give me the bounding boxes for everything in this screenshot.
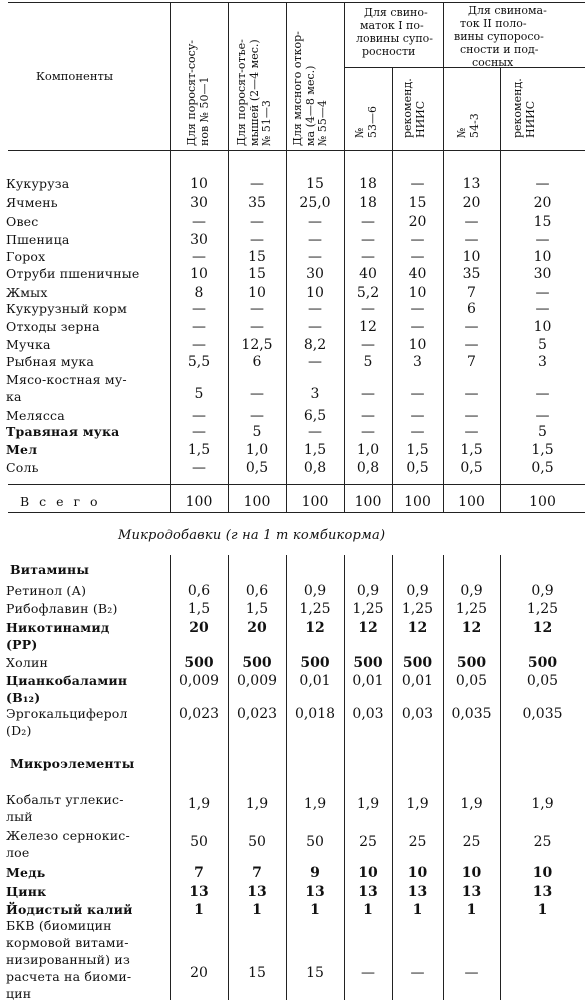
header-group1-line: Для свино- (364, 6, 428, 19)
vitamin-row-2-col4: 1,25 (352, 601, 384, 617)
header-g2-rec: рекоменд. НИИС (511, 78, 537, 138)
element-row-1-col5: 1,9 (406, 796, 429, 812)
element-row-2-col3: 50 (306, 834, 324, 850)
component-row-2-label: Ячмень (6, 195, 58, 210)
element-row-1-col2: 1,9 (245, 796, 269, 812)
component-row-10-col7: 5 (538, 337, 547, 353)
element-row-5-col1: 1 (194, 902, 204, 918)
total-bottom-rule (8, 512, 585, 513)
element-row-3-col1: 7 (194, 865, 204, 881)
element-row-3-label: Медь (6, 865, 46, 880)
element-row-2-label: Железо сернокис- (6, 828, 130, 843)
element-row-1-col7: 1,9 (531, 796, 554, 812)
element-row-6-col6: — (464, 965, 479, 981)
component-row-3-col7: 15 (533, 214, 552, 230)
vitamin-row-1-col5: 0,9 (406, 583, 429, 599)
vitamin-row-3-label: (PP) (6, 637, 38, 652)
component-row-14-col6: — (464, 424, 479, 440)
micro-title: Микродобавки (г на 1 т комбикорма) (118, 528, 386, 543)
header-group2-line: сности и под- (460, 43, 539, 56)
component-row-10-label: Мучка (6, 337, 51, 352)
column-divider (228, 555, 229, 1000)
component-row-12-col6: — (464, 386, 479, 402)
element-row-2-label: лое (6, 845, 30, 860)
total-row-col5: 100 (404, 494, 431, 510)
vitamin-row-2-col1: 1,5 (187, 601, 211, 617)
component-row-4-col6: — (464, 232, 479, 248)
component-row-2-col7: 20 (533, 195, 552, 211)
column-divider (286, 2, 287, 150)
component-row-7-col7: — (535, 285, 550, 301)
vitamins-title: Витамины (10, 562, 90, 577)
component-row-10-col6: — (464, 337, 479, 353)
header-components: Компоненты (36, 69, 114, 83)
component-row-4-col5: — (410, 232, 425, 248)
element-row-4-col1: 13 (189, 884, 209, 900)
total-row-col1: 100 (185, 494, 213, 510)
component-row-13-col7: — (535, 408, 550, 424)
vitamin-row-4-col7: 500 (527, 655, 558, 671)
component-row-13-col1: — (192, 408, 206, 424)
component-row-12-col1: 5 (194, 386, 204, 402)
element-row-6-label: цин (6, 986, 32, 1001)
vitamin-row-4-label: Холин (6, 655, 49, 670)
element-row-4-col3: 13 (305, 884, 325, 900)
component-row-16-col1: — (192, 460, 206, 476)
component-row-3-col2: — (250, 214, 264, 230)
header-group2-line: сосных (472, 56, 514, 69)
element-row-4-label: Цинк (6, 884, 47, 899)
vitamin-row-6-col4: 0,03 (352, 706, 384, 722)
vitamin-row-2-col5: 1,25 (401, 601, 434, 617)
column-divider (344, 555, 345, 1000)
element-row-1-col3: 1,9 (303, 796, 327, 812)
component-row-12-col3: 3 (310, 386, 320, 402)
vitamin-row-1-label: Ретинол (А) (6, 583, 87, 598)
component-row-15-col3: 1,5 (303, 442, 327, 458)
vitamin-row-3-col7: 12 (532, 620, 553, 636)
vitamin-row-6-col2: 0,023 (236, 706, 278, 722)
element-row-2-col7: 25 (533, 834, 552, 850)
vitamin-row-5-col5: 0,01 (401, 673, 434, 689)
component-row-5-col2: 15 (248, 249, 266, 265)
element-row-1-col6: 1,9 (460, 796, 483, 812)
component-row-1-col1: 10 (190, 176, 208, 192)
component-row-15-col7: 1,5 (531, 442, 554, 458)
element-row-6-label: БКВ (биомицин (6, 918, 112, 933)
vitamin-row-3-col6: 12 (461, 620, 482, 636)
vitamin-row-2-col6: 1,25 (455, 601, 488, 617)
component-row-5-col7: 10 (533, 249, 552, 265)
component-row-14-col3: — (308, 424, 322, 440)
vitamin-row-4-col3: 500 (300, 655, 330, 671)
element-row-6-label: кормовой витами- (6, 935, 129, 950)
element-row-6-col2: 15 (248, 965, 266, 981)
component-row-3-col4: — (361, 214, 375, 230)
component-row-8-col7: — (535, 301, 550, 317)
elements-title: Микроэлементы (10, 756, 135, 771)
component-row-12-label: Мясо-костная му- (6, 372, 127, 387)
component-row-6-label: Отруби пшеничные (6, 266, 140, 281)
component-row-7-col3: 10 (306, 285, 324, 301)
component-row-16-col2: 0,5 (245, 460, 269, 476)
vitamin-row-5-col2: 0,009 (236, 673, 278, 689)
component-row-7-col4: 5,2 (356, 285, 380, 301)
component-row-8-col3: — (308, 301, 322, 317)
component-row-8-col6: 6 (467, 301, 476, 317)
component-row-7-col6: 7 (467, 285, 476, 301)
component-row-9-col4: 12 (359, 319, 377, 335)
component-row-4-col7: — (535, 232, 550, 248)
component-row-9-col1: — (192, 319, 206, 335)
vitamin-row-1-col1: 0,6 (187, 583, 211, 599)
header-group1-line: ловины супо- (356, 32, 434, 45)
element-row-3-col3: 9 (310, 865, 320, 881)
header-group2-line: Для свинома- (468, 4, 547, 17)
component-row-12-col2: — (250, 386, 264, 402)
element-row-3-col7: 10 (532, 865, 553, 881)
vitamin-row-5-col6: 0,05 (455, 673, 488, 689)
component-row-16-col5: 0,5 (406, 460, 429, 476)
component-row-6-col4: 40 (359, 266, 377, 282)
vitamin-row-3-col3: 12 (305, 620, 325, 636)
component-row-2-col1: 30 (190, 195, 208, 211)
element-row-2-col1: 50 (190, 834, 208, 850)
vitamin-row-6-col7: 0,035 (522, 706, 563, 722)
component-row-9-col7: 10 (533, 319, 552, 335)
component-row-15-col1: 1,5 (187, 442, 211, 458)
component-row-9-col3: — (308, 319, 322, 335)
component-row-9-col2: — (250, 319, 264, 335)
total-row-col3: 100 (301, 494, 329, 510)
element-row-2-col4: 25 (359, 834, 377, 850)
component-row-16-col3: 0,8 (303, 460, 327, 476)
component-row-16-label: Соль (6, 460, 39, 475)
vitamin-row-3-col1: 20 (189, 620, 209, 636)
component-row-15-label: Мел (6, 442, 38, 457)
component-row-8-col1: — (192, 301, 206, 317)
component-row-10-col5: 10 (408, 337, 427, 353)
element-row-1-col4: 1,9 (356, 796, 380, 812)
component-row-11-col3: — (308, 354, 322, 370)
total-row-col7: 100 (529, 494, 556, 510)
component-row-10-col2: 12,5 (241, 337, 273, 353)
element-row-3-col6: 10 (461, 865, 482, 881)
component-row-13-label: Мелясса (6, 408, 65, 423)
component-row-3-col1: — (192, 214, 206, 230)
component-row-5-label: Горох (6, 249, 46, 264)
vitamin-row-6-col5: 0,03 (401, 706, 434, 722)
column-divider (170, 2, 171, 150)
vitamin-row-3-col4: 12 (358, 620, 378, 636)
element-row-6-col5: — (410, 965, 425, 981)
header-group1-line: маток I по- (360, 19, 424, 32)
element-row-6-col3: 15 (306, 965, 324, 981)
vitamin-row-3-col2: 20 (247, 620, 267, 636)
header-g2-no: № 54-3 (455, 113, 481, 138)
total-label: В с е г о (20, 494, 101, 509)
component-row-16-col4: 0,8 (356, 460, 380, 476)
component-row-10-col4: — (361, 337, 375, 353)
component-row-14-col4: — (361, 424, 375, 440)
component-row-2-col3: 25,0 (299, 195, 331, 211)
vitamin-row-5-label: Цианкобаламин (6, 673, 128, 688)
component-row-3-label: Овес (6, 214, 39, 229)
element-row-5-col7: 1 (537, 902, 548, 918)
column-divider (392, 555, 393, 1000)
total-row-col4: 100 (354, 494, 382, 510)
component-row-1-col7: — (535, 176, 550, 192)
component-row-4-col3: — (308, 232, 322, 248)
component-row-15-col5: 1,5 (406, 442, 429, 458)
component-row-8-col4: — (361, 301, 375, 317)
component-row-9-col6: — (464, 319, 479, 335)
header-g1-rec: рекоменд. НИИС (401, 78, 427, 138)
column-divider (500, 555, 501, 1000)
component-row-6-col2: 15 (248, 266, 266, 282)
component-row-12-col7: — (535, 386, 550, 402)
component-row-11-col2: 6 (252, 354, 262, 370)
component-row-2-col6: 20 (462, 195, 481, 211)
component-row-8-col2: — (250, 301, 264, 317)
component-row-13-col3: 6,5 (303, 408, 327, 424)
component-row-13-col5: — (410, 408, 425, 424)
vitamin-row-4-col2: 500 (242, 655, 272, 671)
component-row-2-col2: 35 (248, 195, 266, 211)
column-divider (286, 555, 287, 1000)
component-row-5-col1: — (192, 249, 206, 265)
vitamin-row-3-label: Никотинамид (6, 620, 110, 635)
element-row-3-col2: 7 (252, 865, 262, 881)
component-row-15-col4: 1,0 (356, 442, 380, 458)
vitamin-row-2-col3: 1,25 (299, 601, 331, 617)
component-row-5-col6: 10 (462, 249, 481, 265)
component-row-1-col2: — (250, 176, 264, 192)
component-row-13-col2: — (250, 408, 264, 424)
component-row-14-col2: 5 (252, 424, 262, 440)
component-row-12-col4: — (361, 386, 375, 402)
component-row-13-col4: — (361, 408, 375, 424)
vitamin-row-1-col3: 0,9 (303, 583, 327, 599)
component-row-1-col3: 15 (306, 176, 324, 192)
component-row-6-col6: 35 (462, 266, 481, 282)
component-row-12-col5: — (410, 386, 425, 402)
component-row-11-col7: 3 (538, 354, 547, 370)
component-row-4-col1: 30 (190, 232, 208, 248)
vitamin-row-5-col1: 0,009 (178, 673, 220, 689)
header-g1-no: № 53—6 (353, 106, 379, 138)
vitamin-row-1-col2: 0,6 (245, 583, 269, 599)
element-row-1-label: лый (6, 809, 33, 824)
vitamin-row-2-label: Рибофлавин (B₂) (6, 601, 118, 616)
component-row-11-col6: 7 (467, 354, 476, 370)
component-row-6-col3: 30 (306, 266, 324, 282)
vitamin-row-4-col1: 500 (184, 655, 214, 671)
element-row-4-col2: 13 (247, 884, 267, 900)
component-row-5-col3: — (308, 249, 322, 265)
component-row-9-label: Отходы зерна (6, 319, 100, 334)
element-row-2-col6: 25 (462, 834, 481, 850)
component-row-14-label: Травяная мука (6, 424, 120, 439)
header-bottom-rule (8, 150, 585, 151)
component-row-4-col2: — (250, 232, 264, 248)
component-row-7-col5: 10 (408, 285, 427, 301)
component-row-5-col5: — (410, 249, 425, 265)
header-group2-line: вины супоросо- (454, 30, 544, 43)
element-row-4-col4: 13 (358, 884, 378, 900)
table-top-rule (8, 2, 585, 3)
vitamin-row-4-col4: 500 (353, 655, 383, 671)
element-row-5-label: Йодистый калий (6, 902, 133, 917)
element-row-4-col6: 13 (461, 884, 482, 900)
vitamin-row-4-col5: 500 (402, 655, 433, 671)
component-row-4-label: Пшеница (6, 232, 70, 247)
element-row-5-col5: 1 (412, 902, 423, 918)
column-divider (443, 555, 444, 1000)
vitamin-row-5-col7: 0,05 (526, 673, 559, 689)
group-header-rule (344, 67, 585, 68)
component-row-2-col4: 18 (359, 195, 377, 211)
vitamin-row-2-col7: 1,25 (526, 601, 559, 617)
column-divider (170, 555, 171, 1000)
column-divider (228, 2, 229, 150)
vitamin-row-2-col2: 1,5 (245, 601, 269, 617)
header-group2-line: ток II поло- (460, 17, 527, 30)
component-row-7-col2: 10 (248, 285, 266, 301)
component-row-7-label: Жмых (6, 285, 48, 300)
element-row-6-col4: — (361, 965, 375, 981)
total-row-col2: 100 (243, 494, 271, 510)
header-col2: Для поросят-отъе- мышей (2—4 мес.) № 51—3 (235, 39, 273, 146)
vitamin-row-1-col7: 0,9 (531, 583, 554, 599)
element-row-6-label: расчета на биоми- (6, 969, 132, 984)
component-row-11-label: Рыбная мука (6, 354, 95, 369)
element-row-4-col5: 13 (407, 884, 428, 900)
component-row-8-col5: — (410, 301, 425, 317)
component-row-10-col1: — (192, 337, 206, 353)
vitamin-row-5-col3: 0,01 (299, 673, 331, 689)
total-row-col6: 100 (458, 494, 485, 510)
vitamin-row-1-col4: 0,9 (356, 583, 380, 599)
component-row-15-col6: 1,5 (460, 442, 483, 458)
component-row-5-col4: — (361, 249, 375, 265)
element-row-5-col3: 1 (310, 902, 320, 918)
component-row-4-col4: — (361, 232, 375, 248)
component-row-1-col4: 18 (359, 176, 377, 192)
component-row-8-label: Кукурузный корм (6, 301, 128, 316)
element-row-3-col4: 10 (358, 865, 378, 881)
vitamin-row-3-col5: 12 (407, 620, 428, 636)
element-row-1-label: Кобальт углекис- (6, 792, 124, 807)
header-col3: Для мясного откор- ма (4—8 мес.) № 55—4 (291, 31, 329, 146)
component-row-2-col5: 15 (408, 195, 427, 211)
component-row-11-col4: 5 (363, 354, 373, 370)
component-row-6-col1: 10 (190, 266, 208, 282)
header-group1-line: росности (362, 45, 416, 58)
component-row-11-col5: 3 (413, 354, 422, 370)
vitamin-row-6-label: (D₂) (6, 723, 32, 738)
vitamin-row-1-col6: 0,9 (460, 583, 483, 599)
component-row-7-col1: 8 (194, 285, 204, 301)
element-row-3-col5: 10 (407, 865, 428, 881)
component-row-13-col6: — (464, 408, 479, 424)
vitamin-row-6-col6: 0,035 (451, 706, 492, 722)
vitamin-row-5-label: (B₁₂) (6, 690, 41, 705)
component-row-9-col5: — (410, 319, 425, 335)
element-row-5-col4: 1 (363, 902, 373, 918)
element-row-5-col2: 1 (252, 902, 262, 918)
component-row-14-col5: — (410, 424, 425, 440)
component-row-3-col5: 20 (408, 214, 427, 230)
total-top-rule (8, 484, 585, 485)
component-row-10-col3: 8,2 (303, 337, 327, 353)
component-row-14-col7: 5 (538, 424, 547, 440)
element-row-2-col5: 25 (408, 834, 427, 850)
element-row-5-col6: 1 (466, 902, 477, 918)
component-row-1-col5: — (410, 176, 425, 192)
element-row-2-col2: 50 (248, 834, 266, 850)
component-row-1-col6: 13 (462, 176, 481, 192)
component-row-14-col1: — (192, 424, 206, 440)
component-row-1-label: Кукуруза (6, 176, 70, 191)
header-col1: Для поросят-сосу- нов № 50—1 (185, 39, 211, 146)
component-row-6-col7: 30 (533, 266, 552, 282)
component-row-3-col6: — (464, 214, 479, 230)
component-row-6-col5: 40 (408, 266, 427, 282)
component-row-16-col7: 0,5 (531, 460, 554, 476)
vitamin-row-5-col4: 0,01 (352, 673, 384, 689)
component-row-15-col2: 1,0 (245, 442, 269, 458)
vitamin-row-6-col1: 0,023 (178, 706, 220, 722)
element-row-6-label: низированный) из (6, 952, 130, 967)
vitamin-row-6-label: Эргокальциферол (6, 706, 128, 721)
element-row-4-col7: 13 (532, 884, 553, 900)
vitamin-row-4-col6: 500 (456, 655, 487, 671)
component-row-11-col1: 5,5 (187, 354, 211, 370)
component-row-16-col6: 0,5 (460, 460, 483, 476)
component-row-12-label: ка (6, 389, 22, 404)
element-row-1-col1: 1,9 (187, 796, 211, 812)
element-row-6-col1: 20 (190, 965, 208, 981)
vitamin-row-6-col3: 0,018 (294, 706, 336, 722)
component-row-3-col3: — (308, 214, 322, 230)
